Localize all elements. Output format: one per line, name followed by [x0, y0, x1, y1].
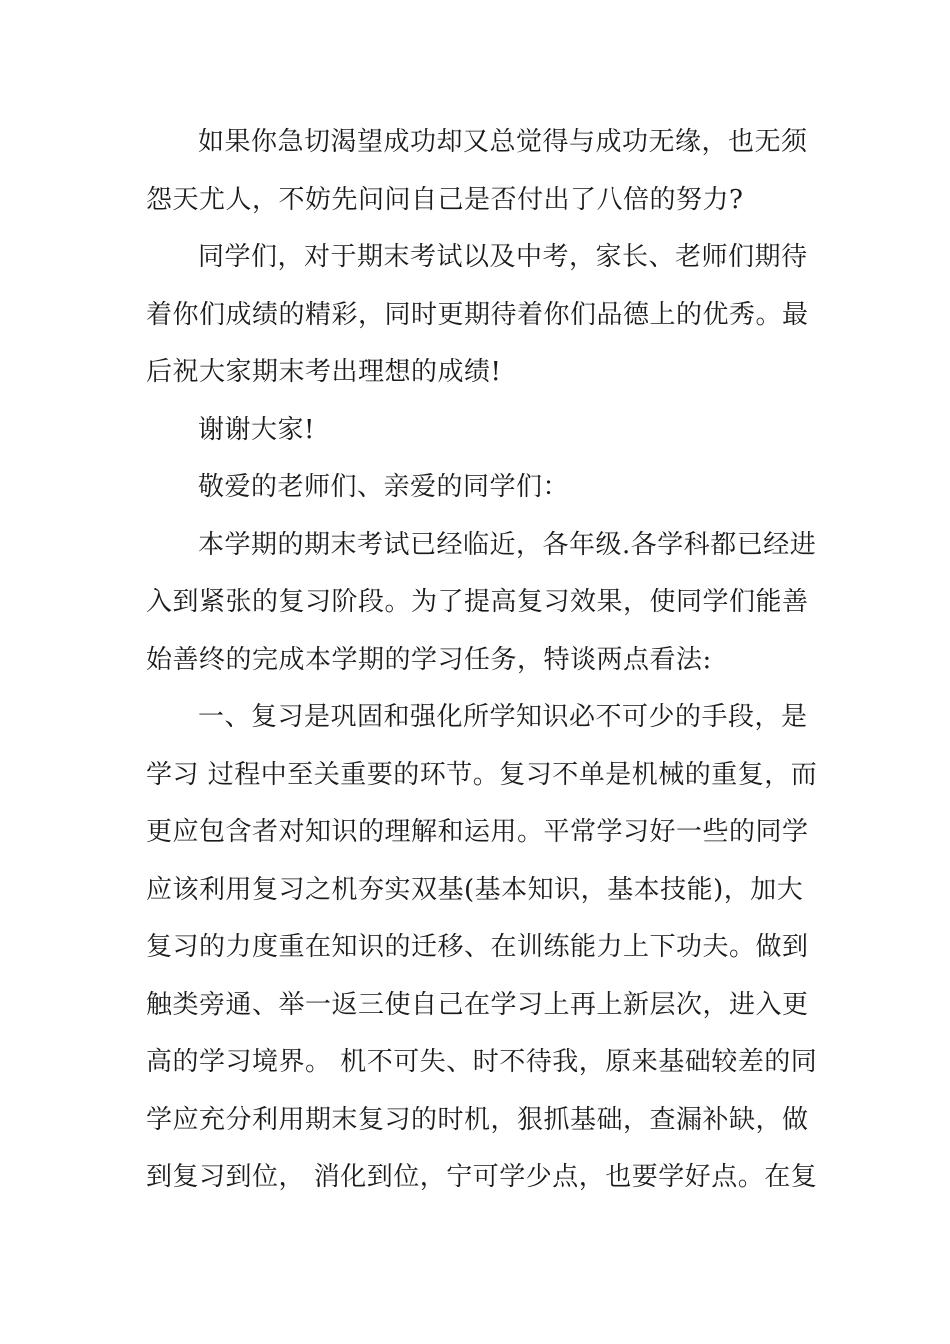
paragraph-line: 后祝大家期末考出理想的成绩! [146, 357, 502, 387]
paragraph-line: 本学期的期末考试已经临近，各年级.各学科都已经进 [198, 529, 817, 560]
paragraph-line: 学应充分利用期末复习的时机，狠抓基础，查漏补缺，做 [146, 1104, 809, 1135]
paragraph-line: 始善终的完成本学期的学习任务，特谈两点看法: [146, 644, 712, 675]
paragraph-line: 入到紧张的复习阶段。为了提高复习效果，使同学们能善 [146, 587, 809, 617]
paragraph-line: 敬爱的老师们、亲爱的同学们： [198, 472, 570, 502]
paragraph-line: 复习的力度重在知识的迁移、在训练能力上下功夫。做到 [146, 932, 809, 962]
paragraph-line: 学习 过程中至关重要的环节。复习不单是机械的重复，而 [146, 759, 818, 790]
paragraph-line: 同学们，对于期末考试以及中考，家长、老师们期待 [198, 242, 808, 272]
paragraph-line: 着你们成绩的精彩，同时更期待着你们品德上的优秀。最 [146, 299, 809, 330]
paragraph-line: 谢谢大家! [198, 414, 315, 445]
paragraph-line: 一、复习是巩固和强化所学知识必不可少的手段，是 [198, 702, 808, 732]
paragraph-line: 怨天尤人，不妨先问问自己是否付出了八倍的努力? [146, 184, 744, 215]
document-body [146, 114, 818, 1207]
paragraph-line: 应该利用复习之机夯实双基(基本知识，基本技能)，加大 [146, 874, 804, 905]
paragraph-line: 高的学习境界。 机不可失、时不待我，原来基础较差的同 [146, 1047, 818, 1077]
paragraph-line: 更应包含者对知识的理解和运用。平常学习好一些的同学 [146, 817, 809, 847]
paragraph-line: 触类旁通、举一返三使自己在学习上再上新层次，进入更 [146, 989, 809, 1020]
paragraph-line: 到复习到位， 消化到位，宁可学少点，也要学好点。在复 [146, 1162, 818, 1192]
paragraph-line: 如果你急切渴望成功却又总觉得与成功无缘，也无须 [198, 127, 808, 157]
